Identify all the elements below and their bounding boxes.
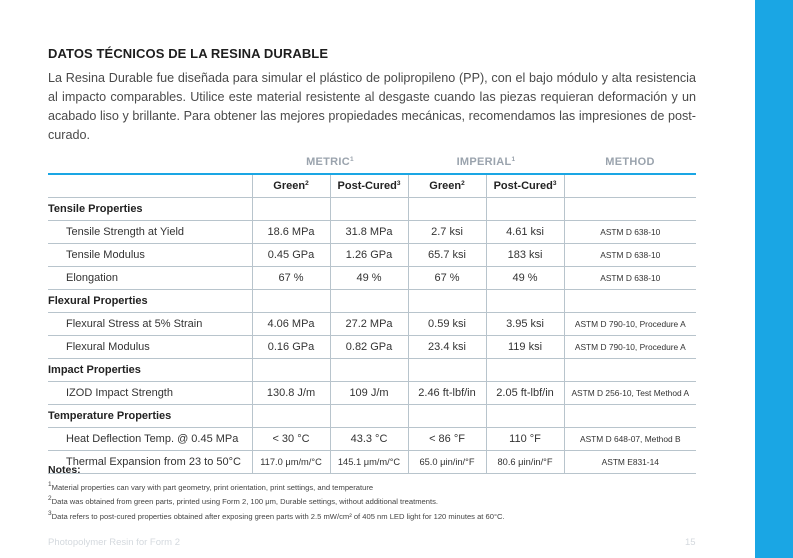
imperial-green-value: 0.59 ksi <box>408 313 486 336</box>
imperial-post-cured-value: 110 °F <box>486 428 564 451</box>
group-metric: METRIC$^1$ <box>252 151 408 174</box>
table-row <box>48 267 696 290</box>
table-row <box>48 336 696 359</box>
metric-post-cured-value: 27.2 MPa <box>330 313 408 336</box>
metric-post-cured-value: 145.1 μm/m/°C <box>330 451 408 474</box>
metric-post-cured-value: 0.82 GPa <box>330 336 408 359</box>
datasheet-content <box>48 46 696 474</box>
section-flexural: Flexural Properties <box>48 290 252 313</box>
metric-post-cured-value: 31.8 MPa <box>330 221 408 244</box>
metric-green-value: 0.45 GPa <box>252 244 330 267</box>
col-metric-green: Green$^2$ <box>252 174 330 198</box>
table-row <box>48 244 696 267</box>
section-row <box>48 290 696 313</box>
property-label: IZOD Impact Strength <box>48 382 252 405</box>
col-method <box>564 174 696 198</box>
test-method: ASTM D 638-10 <box>564 221 696 244</box>
test-method: ASTM D 790-10, Procedure A <box>564 313 696 336</box>
imperial-post-cured-value: 4.61 ksi <box>486 221 564 244</box>
imperial-green-value: 2.46 ft-lbf/in <box>408 382 486 405</box>
property-label: Tensile Strength at Yield <box>48 221 252 244</box>
imperial-post-cured-value: 183 ksi <box>486 244 564 267</box>
imperial-green-value: 67 % <box>408 267 486 290</box>
section-row <box>48 405 696 428</box>
group-imperial: IMPERIAL$^1$ <box>408 151 564 174</box>
section-temperature: Temperature Properties <box>48 405 252 428</box>
metric-green-value: 4.06 MPa <box>252 313 330 336</box>
imperial-post-cured-value: 49 % <box>486 267 564 290</box>
metric-post-cured-value: 1.26 GPa <box>330 244 408 267</box>
imperial-post-cured-value: 2.05 ft-lbf/in <box>486 382 564 405</box>
page-number: 15 <box>685 537 696 548</box>
property-label: Flexural Stress at 5% Strain <box>48 313 252 336</box>
footnote: $^3$Data refers to post-cured properties obtained after exposing green parts with 2.5 mW/cm² of 405 nm LED light for 120 minutes at 60°C. <box>48 509 505 521</box>
metric-post-cured-value: 49 % <box>330 267 408 290</box>
group-header-spacer <box>48 151 252 174</box>
section-impact: Impact Properties <box>48 359 252 382</box>
table-row <box>48 382 696 405</box>
section-row <box>48 198 696 221</box>
metric-green-value: 67 % <box>252 267 330 290</box>
technical-data-table <box>48 151 696 474</box>
metric-green-value: 0.16 GPa <box>252 336 330 359</box>
metric-post-cured-value: 43.3 °C <box>330 428 408 451</box>
table-row <box>48 428 696 451</box>
footnote: $^1$Material properties can vary with part geometry, print orientation, print settings, and temperature <box>48 480 374 492</box>
col-imperial-post-cured: Post-Cured$^3$ <box>486 174 564 198</box>
property-label: Thermal Expansion from 23 to 50°C <box>48 451 252 474</box>
col-metric-post-cured: Post-Cured$^3$ <box>330 174 408 198</box>
metric-green-value: 18.6 MPa <box>252 221 330 244</box>
metric-post-cured-value: 109 J/m <box>330 382 408 405</box>
table-row <box>48 313 696 336</box>
footnote: $^2$Data was obtained from green parts, printed using Form 2, 100 μm, Durable settings, without additional treatments. <box>48 495 438 506</box>
imperial-post-cured-value: 80.6 μin/in/°F <box>486 451 564 474</box>
property-label: Elongation <box>48 267 252 290</box>
imperial-green-value: 23.4 ksi <box>408 336 486 359</box>
property-label: Flexural Modulus <box>48 336 252 359</box>
column-header-spacer <box>48 174 252 198</box>
test-method: ASTM D 648-07, Method B <box>564 428 696 451</box>
imperial-green-value: 65.0 μin/in/°F <box>408 451 486 474</box>
section-row <box>48 359 696 382</box>
imperial-post-cured-value: 3.95 ksi <box>486 313 564 336</box>
section-tensile: Tensile Properties <box>48 198 252 221</box>
metric-green-value: 130.8 J/m <box>252 382 330 405</box>
notes-heading: Notes: <box>48 464 81 476</box>
notes-section <box>48 465 696 522</box>
group-method: METHOD <box>564 151 696 174</box>
intro-paragraph: La Resina Durable fue diseñada para simular el plástico de polipropileno (PP), con el bajo módulo y alta resistencia al impacto comparables. Utilice este material resistente al desgaste cuando las piezas requieran deformación y un acabado liso y brillante. Para obtener las mejores propiedades mecánicas, recomendamos las impresiones de post-curado. <box>48 71 696 142</box>
imperial-green-value: 2.7 ksi <box>408 221 486 244</box>
test-method: ASTM D 638-10 <box>564 244 696 267</box>
col-imperial-green: Green$^2$ <box>408 174 486 198</box>
test-method: ASTM D 790-10, Procedure A <box>564 336 696 359</box>
imperial-post-cured-value: 119 ksi <box>486 336 564 359</box>
test-method: ASTM D 638-10 <box>564 267 696 290</box>
table-column-header <box>48 174 696 198</box>
test-method: ASTM D 256-10, Test Method A <box>564 382 696 405</box>
property-label: Heat Deflection Temp. @ 0.45 MPa <box>48 428 252 451</box>
page-title: DATOS TÉCNICOS DE LA RESINA DURABLE <box>48 46 329 61</box>
imperial-green-value: < 86 °F <box>408 428 486 451</box>
table-group-header <box>48 151 696 174</box>
test-method: ASTM E831-14 <box>564 451 696 474</box>
imperial-green-value: 65.7 ksi <box>408 244 486 267</box>
table-row <box>48 221 696 244</box>
metric-green-value: < 30 °C <box>252 428 330 451</box>
property-label: Tensile Modulus <box>48 244 252 267</box>
footer-document-title: Photopolymer Resin for Form 2 <box>48 537 180 548</box>
metric-green-value: 117.0 μm/m/°C <box>252 451 330 474</box>
accent-sidebar <box>755 0 793 558</box>
